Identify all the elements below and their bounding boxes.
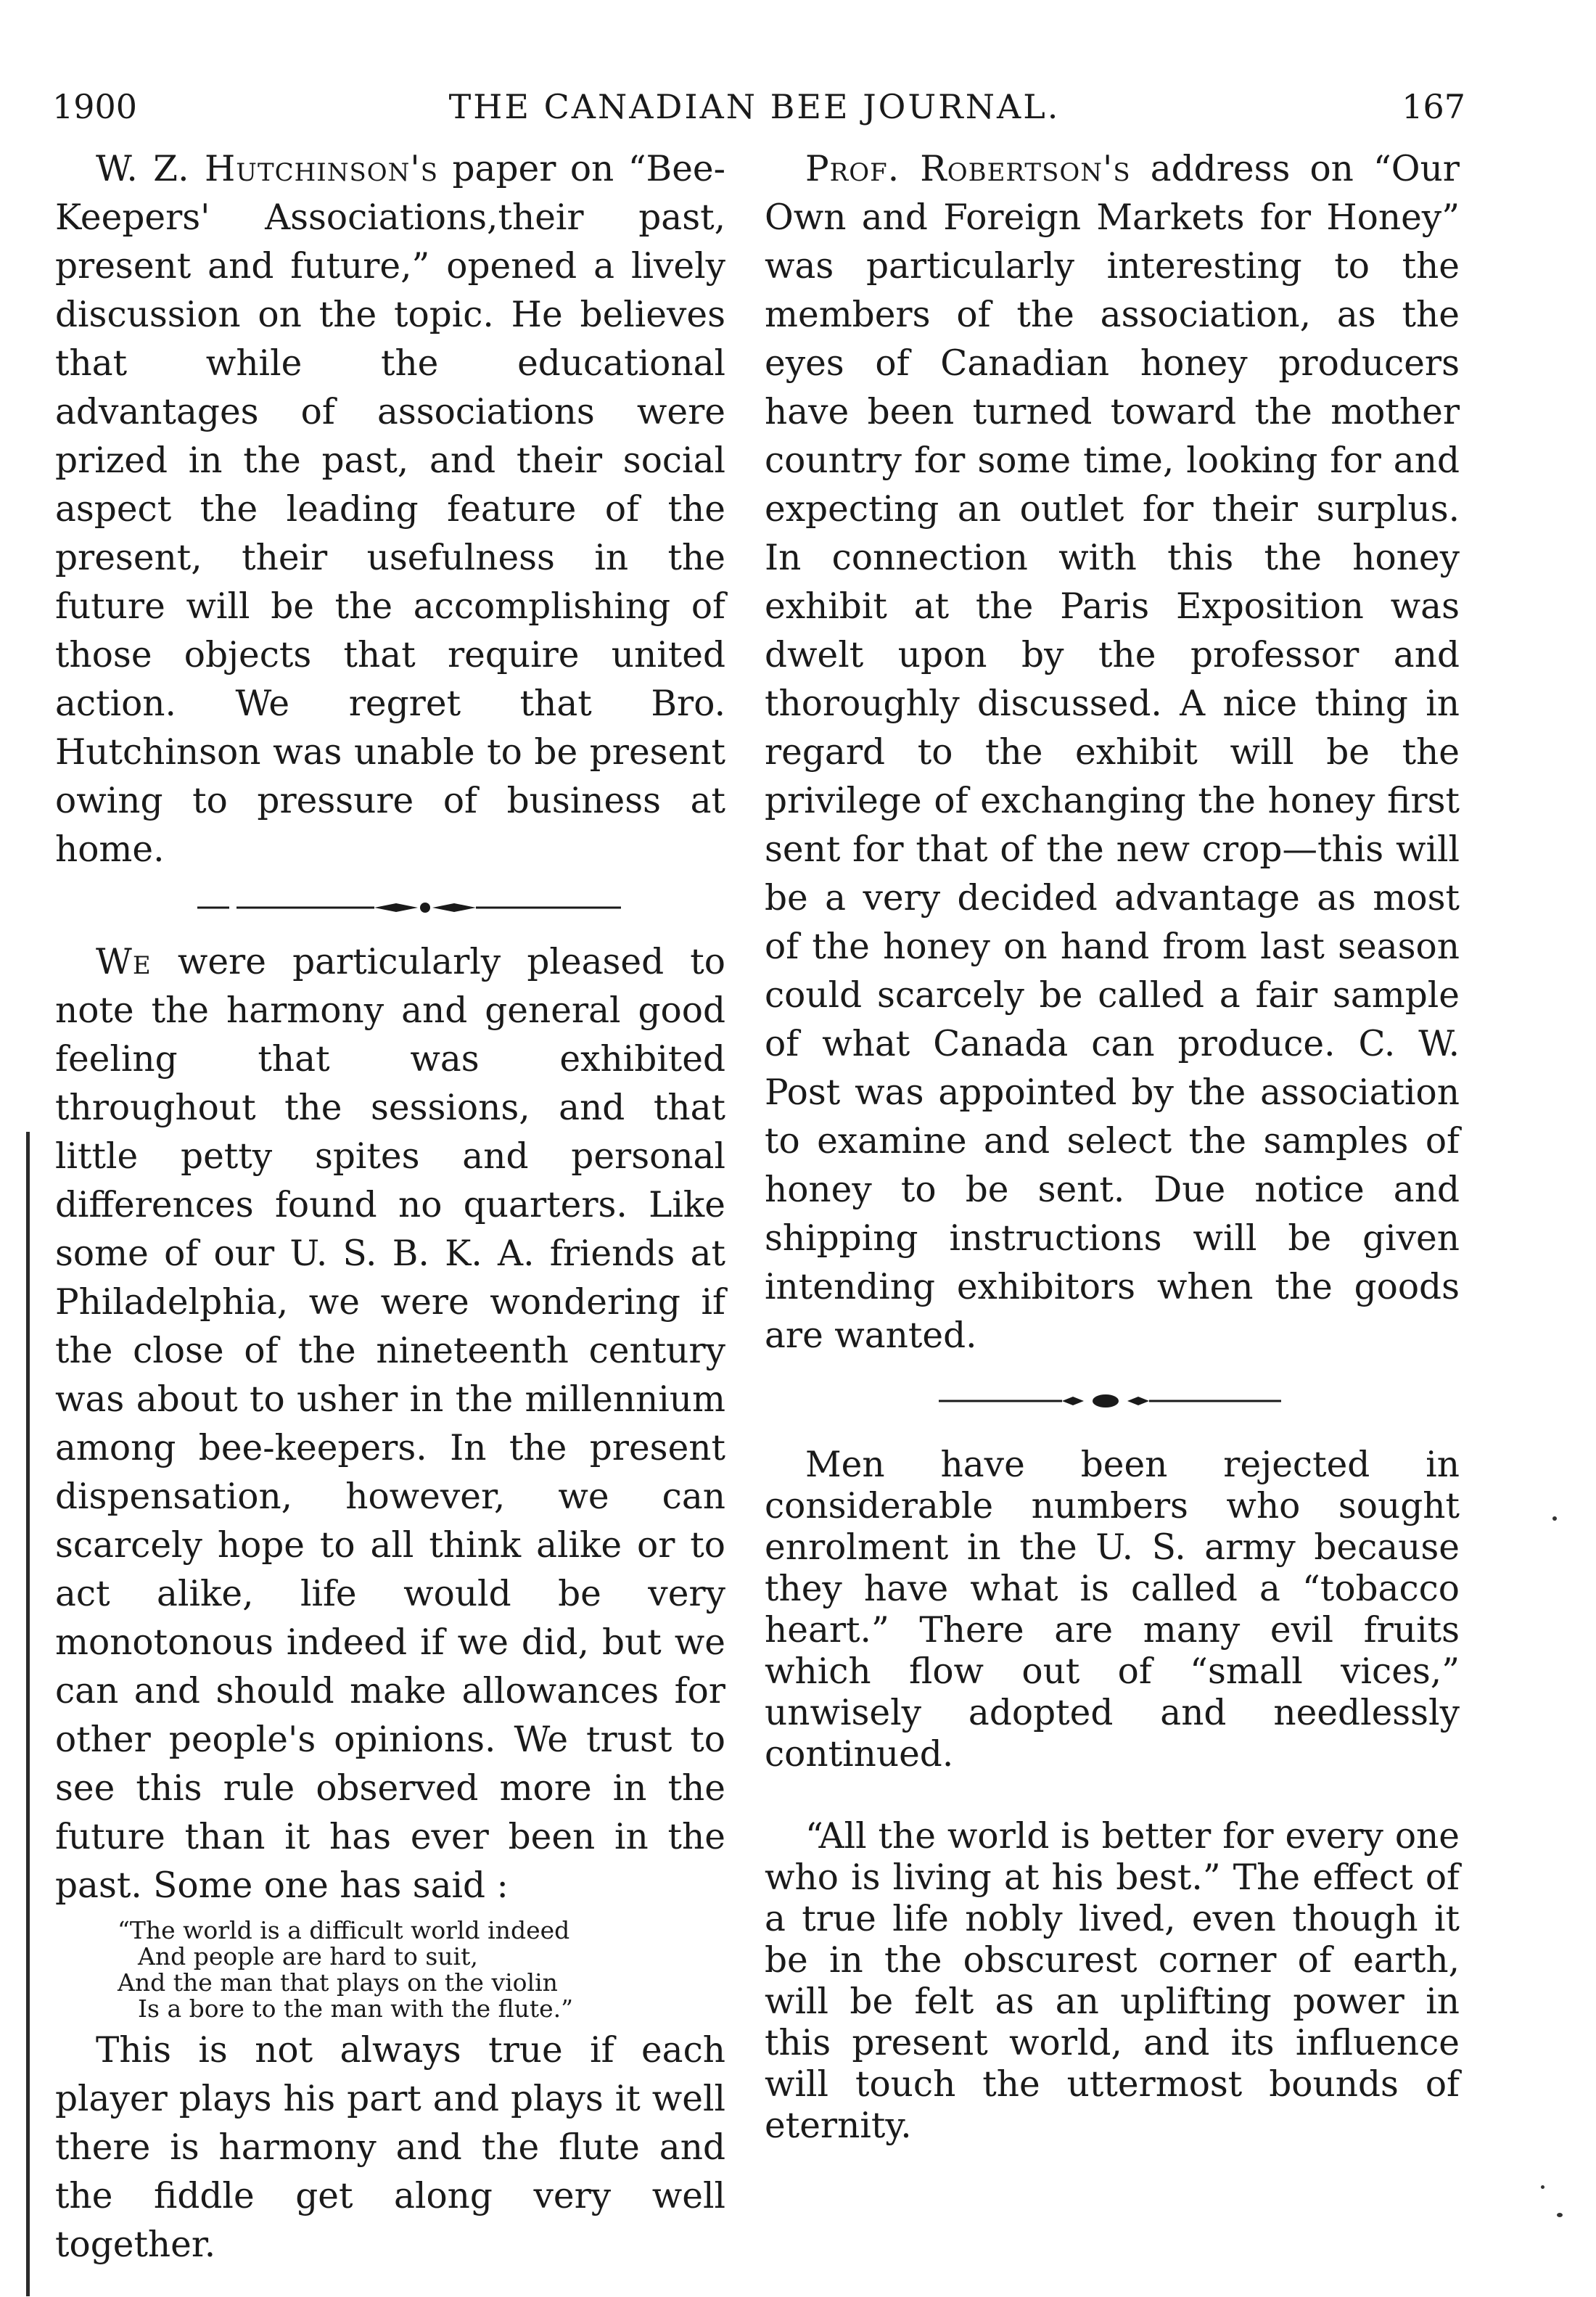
tobacco-paragraph: Men have been rejected in considerable numbers who sought enrolment in the U. S. army because they have what is called a “tobacco heart.” There are many evil fruits which flow out of “small vices,” unwisely adopted and needlessly continued.	[765, 1445, 1460, 1775]
right-column	[765, 145, 1460, 2147]
scan-speck	[1552, 1516, 1557, 1521]
running-header	[44, 87, 1465, 138]
hutchinson-lead: W. Z. Hutchinson's	[96, 149, 439, 189]
robertson-paragraph	[765, 145, 1460, 1360]
scan-speck	[1557, 2213, 1563, 2217]
verse-line: “The world is a difficult world indeed	[118, 1916, 570, 1944]
divider-ornament-graphic	[765, 1386, 1460, 1415]
harmony-paragraph	[55, 938, 725, 1910]
quoted-verse	[55, 1918, 725, 2022]
scan-speck	[1541, 2185, 1544, 2189]
binding-edge-shadow	[26, 1132, 30, 2296]
verse-followup-paragraph: This is not always true if each player plays his part and plays it well there is harmony and the flute and the fiddle get along very well together.	[55, 2030, 725, 2265]
section-divider-ornament	[55, 893, 725, 922]
harmony-body: were particularly pleased to note the harmony and general good feeling that was exhibited throughout the sessions, and that little petty spites and personal differences found no quarters. Like some of our U. S. B. K. A. friends at Philadelphia, we were wondering if the close of the nineteenth century was about to usher in the millennium among bee-keepers. In the present dispensation, however, we can scarcely hope to all think alike or to act alike, life would be very monotonous indeed if we did, but we can and should make allowances for other people's opinions. We trust to see this rule observed more in the future than it has ever been in the past. Some one has said :	[55, 942, 725, 1906]
section-divider-ornament	[765, 1386, 1460, 1415]
hutchinson-body: paper on “Bee-Keepers' Associations,their past, present and future,” opened a lively discussion on the topic. He believes that while the educational advantages of associations were prized in the past, and their social aspect the leading feature of the present, their usefulness in the future will be the accomplishing of those objects that require united action. We regret that Bro. Hutchinson was unable to be present owing to pressure of business at home.	[55, 149, 725, 870]
header-year: 1900	[52, 87, 138, 126]
robertson-body: address on “Our Own and Foreign Markets for Honey” was particularly interesting to the members of the association, as the eyes of Canadian honey producers have been turned toward the mother country for some time, looking for and expecting an outlet for their surplus. In connection with this the honey exhibit at the Paris Exposition was dwelt upon by the professor and thoroughly discussed. A nice thing in regard to the exhibit will be the privilege of exchanging the honey first sent for that of the new crop—this will be a very decided advantage as most of the honey on hand from last season could scarcely be called a fair sample of what Canada can produce. C. W. Post was appointed by the association to examine and select the samples of honey to be sent. Due notice and shipping instructions will be given intending exhibitors when the goods are wanted.	[765, 149, 1460, 1356]
verse-line: And the man that plays on the violin	[118, 1968, 558, 1997]
hutchinson-paragraph	[55, 145, 725, 874]
header-journal-title: THE CANADIAN BEE JOURNAL.	[448, 87, 1061, 126]
verse-line: Is a bore to the man with the flute.”	[138, 1994, 574, 2023]
divider-ornament-graphic	[55, 893, 725, 922]
robertson-lead: Prof. Robertson's	[805, 149, 1131, 189]
verse-line: And people are hard to suit,	[138, 1942, 478, 1971]
left-column	[55, 145, 725, 2269]
best-life-paragraph: “All the world is better for every one who is living at his best.” The effect of a true life nobly lived, even though it be in the obscurest corner of earth, will be felt as an uplifting power in this present world, and its influence will touch the uttermost bounds of eternity.	[765, 1816, 1460, 2146]
paragraph-spacer	[765, 1775, 1460, 1816]
header-page-number: 167	[1402, 87, 1465, 126]
harmony-lead: We	[96, 942, 152, 982]
